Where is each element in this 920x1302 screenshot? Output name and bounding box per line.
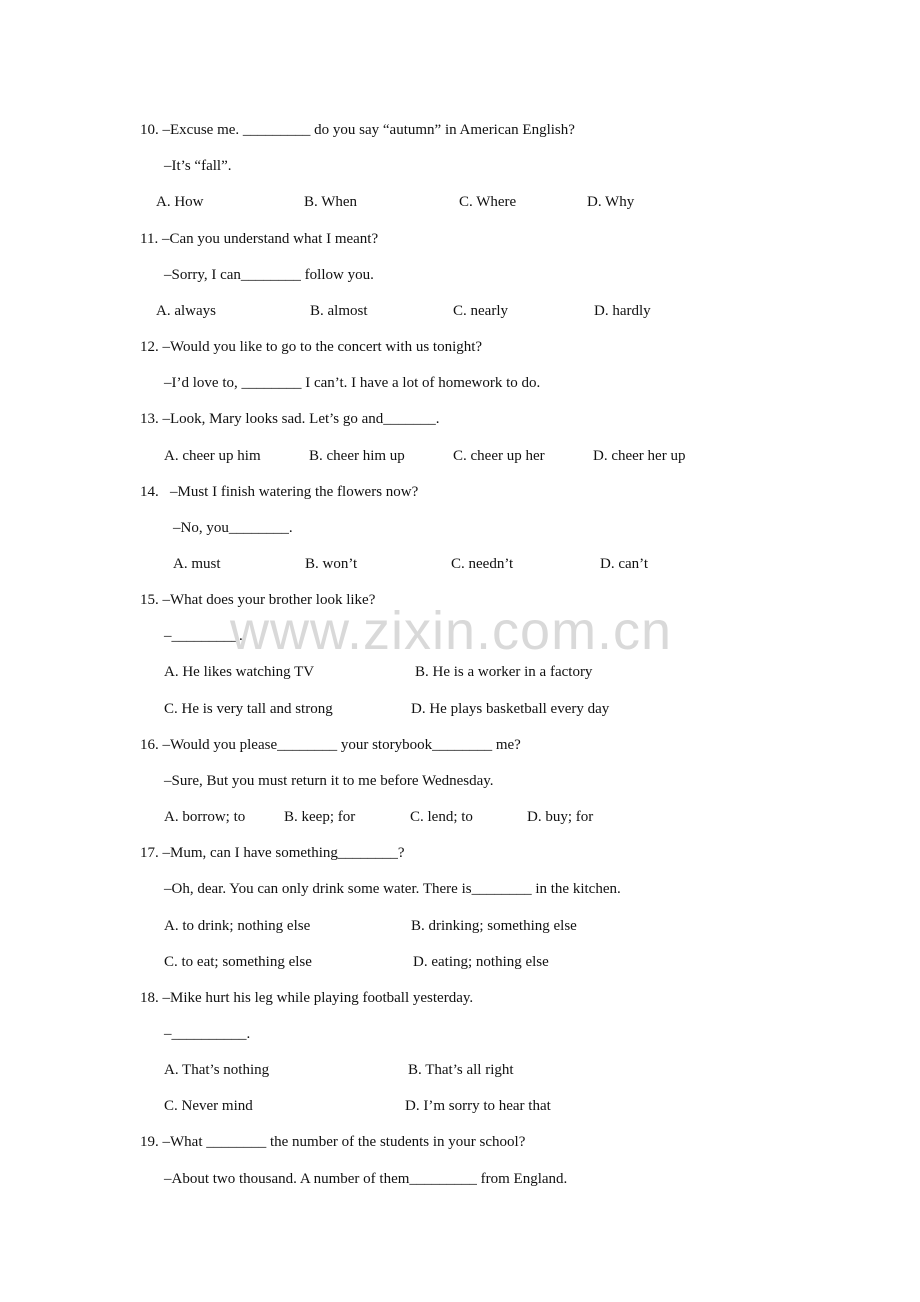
question-10-stem: 10. –Excuse me. _________ do you say “autumn” in American English? bbox=[140, 122, 575, 138]
question-16-option-c: C. lend; to bbox=[410, 809, 473, 825]
question-12-stem: 12. –Would you like to go to the concert with us tonight? bbox=[140, 339, 483, 355]
question-14-option-a: A. must bbox=[173, 556, 221, 572]
question-17-reply: –Oh, dear. You can only drink some water. There is________ in the kitchen. bbox=[164, 881, 621, 897]
question-11-option-a: A. always bbox=[156, 303, 216, 319]
question-16-option-d: D. buy; for bbox=[527, 809, 594, 825]
question-19-stem: 19. –What ________ the number of the students in your school? bbox=[140, 1134, 526, 1150]
question-11-reply: –Sorry, I can________ follow you. bbox=[164, 267, 374, 283]
question-18-stem: 18. –Mike hurt his leg while playing football yesterday. bbox=[140, 990, 474, 1006]
question-14-option-d: D. can’t bbox=[600, 556, 649, 572]
watermark: www.zixin.com.cn bbox=[230, 601, 673, 661]
question-10-option-c: C. Where bbox=[459, 194, 517, 210]
question-15-option-b: B. He is a worker in a factory bbox=[415, 664, 593, 680]
question-13-option-b: B. cheer him up bbox=[309, 448, 405, 464]
question-11-option-d: D. hardly bbox=[594, 303, 651, 319]
question-18-option-d: D. I’m sorry to hear that bbox=[405, 1098, 551, 1114]
question-14-option-c: C. needn’t bbox=[451, 556, 514, 572]
question-17-option-c: C. to eat; something else bbox=[164, 954, 312, 970]
question-14-option-b: B. won’t bbox=[305, 556, 358, 572]
question-11-option-b: B. almost bbox=[310, 303, 368, 319]
question-11-stem: 11. –Can you understand what I meant? bbox=[140, 231, 379, 247]
question-17-stem: 17. –Mum, can I have something________? bbox=[140, 845, 405, 861]
question-18-option-a: A. That’s nothing bbox=[164, 1062, 270, 1078]
question-18-reply: –__________. bbox=[164, 1026, 251, 1042]
question-17-option-b: B. drinking; something else bbox=[411, 918, 577, 934]
question-18-option-c: C. Never mind bbox=[164, 1098, 253, 1114]
question-18-option-b: B. That’s all right bbox=[408, 1062, 514, 1078]
question-13-option-a: A. cheer up him bbox=[164, 448, 261, 464]
question-13-stem: 13. –Look, Mary looks sad. Let’s go and_______. bbox=[140, 411, 440, 427]
question-15-option-a: A. He likes watching TV bbox=[164, 664, 315, 680]
question-13-option-c: C. cheer up her bbox=[453, 448, 545, 464]
question-10-option-d: D. Why bbox=[587, 194, 635, 210]
question-16-option-a: A. borrow; to bbox=[164, 809, 246, 825]
question-19-reply: –About two thousand. A number of them_________ from England. bbox=[164, 1171, 568, 1187]
question-11-option-c: C. nearly bbox=[453, 303, 508, 319]
question-15-option-c: C. He is very tall and strong bbox=[164, 701, 333, 717]
question-16-reply: –Sure, But you must return it to me before Wednesday. bbox=[164, 773, 494, 789]
question-15-option-d: D. He plays basketball every day bbox=[411, 701, 610, 717]
question-17-option-d: D. eating; nothing else bbox=[413, 954, 549, 970]
question-17-option-a: A. to drink; nothing else bbox=[164, 918, 311, 934]
question-15-reply: –_________. bbox=[164, 628, 243, 644]
question-12-reply: –I’d love to, ________ I can’t. I have a lot of homework to do. bbox=[164, 375, 541, 391]
question-13-option-d: D. cheer her up bbox=[593, 448, 686, 464]
question-10-option-b: B. When bbox=[304, 194, 358, 210]
question-14-stem: 14. –Must I finish watering the flowers now? bbox=[140, 484, 419, 500]
question-15-stem: 15. –What does your brother look like? bbox=[140, 592, 376, 608]
question-10-reply: –It’s “fall”. bbox=[164, 158, 232, 174]
question-16-option-b: B. keep; for bbox=[284, 809, 356, 825]
question-16-stem: 16. –Would you please________ your storybook________ me? bbox=[140, 737, 521, 753]
question-14-reply: –No, you________. bbox=[173, 520, 293, 536]
question-10-option-a: A. How bbox=[156, 194, 204, 210]
